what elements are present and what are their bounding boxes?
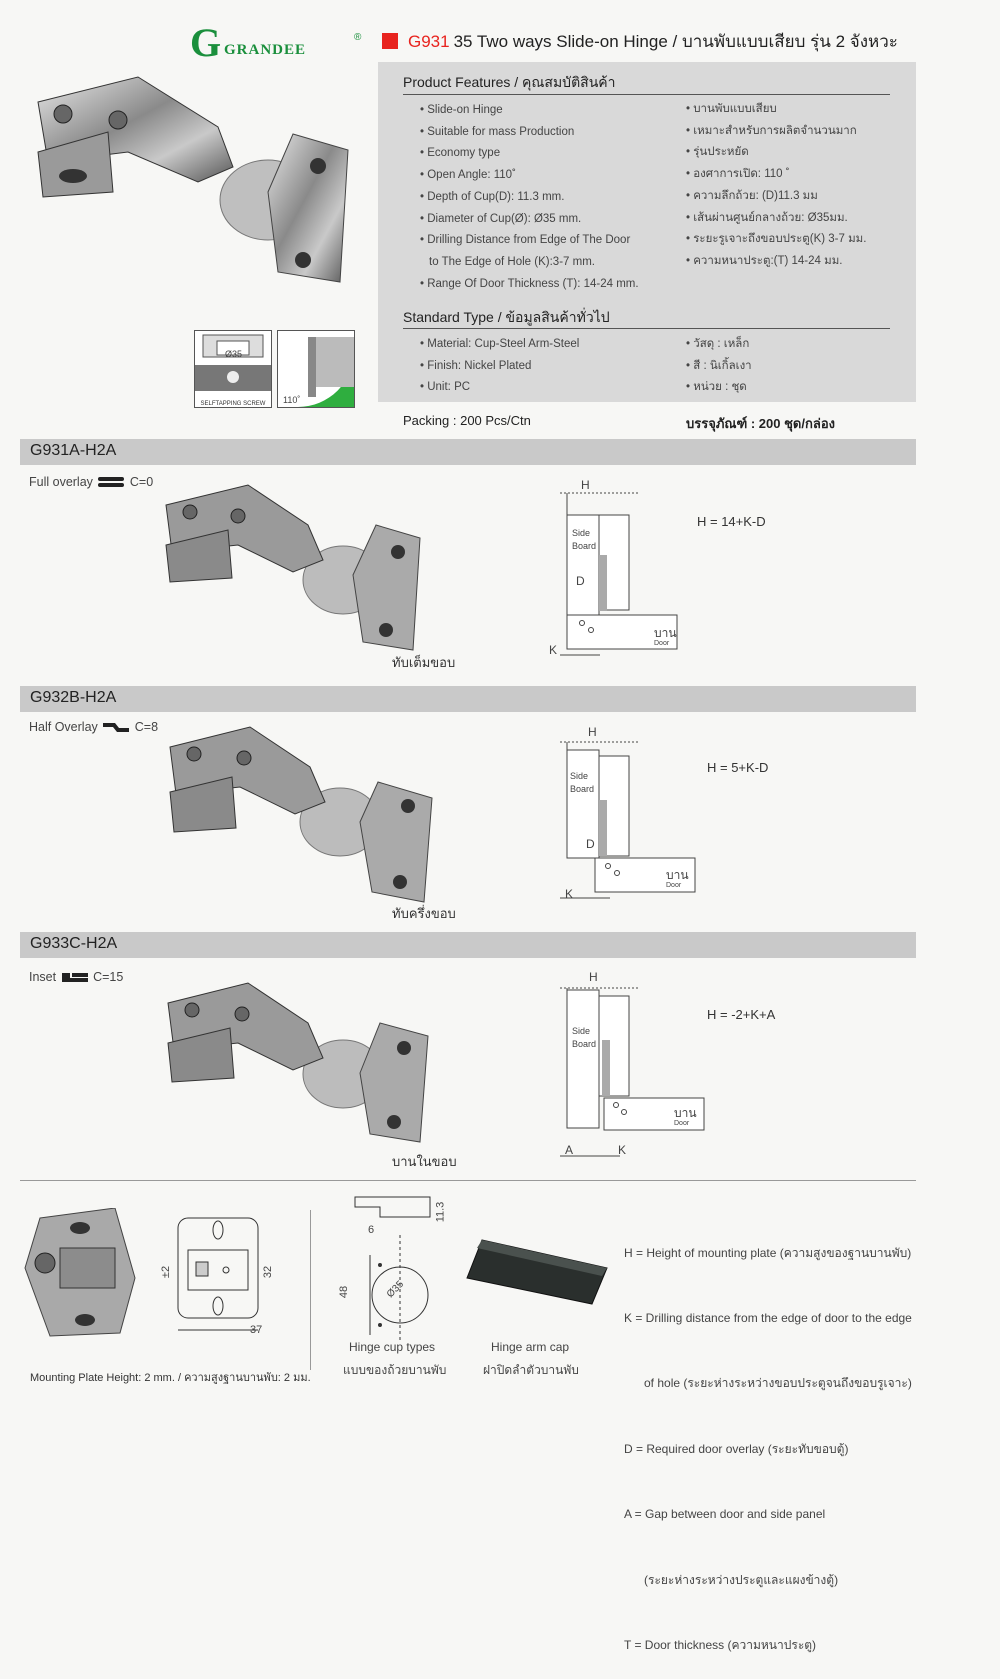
hinge-caption: บานในขอบ (392, 1154, 457, 1169)
registered-mark: ® (354, 32, 362, 43)
plate-dim-37: 37 (250, 1324, 263, 1336)
inset-icon (62, 970, 88, 984)
cup-dim-6: 6 (368, 1224, 375, 1236)
side-board-label: Side (570, 771, 589, 781)
diagram-label-d: D (586, 837, 595, 851)
cap-caption-en: Hinge arm cap (491, 1340, 570, 1354)
feature-en-item: • Suitable for mass Production (420, 122, 639, 144)
feature-th-item: • เหมาะสำหรับการผลิตจำนวนมาก (686, 121, 866, 143)
screw-label: SELFTAPPING SCREW (200, 401, 266, 407)
height-formula: H = 5+K-D (707, 760, 769, 775)
angle-label: 110˚ (283, 395, 301, 405)
feature-en-item: • Economy type (420, 143, 639, 165)
features-title: Product Features / คุณสมบัติสินค้า (403, 74, 616, 90)
feature-th-item: • ความหนาประตู:(T) 14-24 มม. (686, 251, 866, 273)
bottom-separator (310, 1210, 311, 1370)
door-label-th: บาน (654, 626, 677, 640)
legend-item: T = Door thickness (ความหนาประตู) (624, 1637, 817, 1652)
door-label-en: Door (674, 1120, 690, 1127)
hinge-image (158, 978, 438, 1154)
door-label-en: Door (666, 882, 682, 889)
feature-th-item: • ระยะรูเจาะถึงขอบประตู(K) 3-7 มม. (686, 229, 866, 251)
cup-screw-icon (195, 331, 271, 391)
model-header-bar (20, 686, 916, 712)
feature-en-item: • Drilling Distance from Edge of The Door (420, 230, 639, 252)
half-overlay-icon (103, 720, 129, 734)
feature-en-item-continued: to The Edge of Hole (K):3-7 mm. (429, 255, 595, 268)
diagram-label-h: H (581, 478, 590, 492)
features-divider (403, 94, 890, 95)
feature-en-item: • Diameter of Cup(Ø): Ø35 mm. (420, 209, 639, 231)
plate-dim-32: 32 (262, 1265, 275, 1279)
cap-caption-th: ฝาปิดลำตัวบานพับ (483, 1363, 579, 1377)
legend-item: (ระยะห่างระหว่างประตูและแผงข้างตู้) (624, 1572, 839, 1587)
hinge-arm-cap-image (462, 1238, 612, 1308)
cup-caption-th: แบบของถ้วยบานพับ (343, 1363, 447, 1377)
standard-th-item: • หน่วย : ชุด (686, 377, 752, 399)
overlay-type: Half Overlay (29, 720, 98, 734)
c-value: C=8 (134, 720, 159, 734)
standard-en-item: • Material: Cup-Steel Arm-Steel (420, 334, 579, 356)
legend-item: H = Height of mounting plate (ความสูงของฐานบานพับ) (624, 1245, 912, 1260)
c-value: C=0 (129, 475, 154, 489)
diagram-label-h: H (588, 725, 597, 739)
door-label-th: บาน (674, 1106, 697, 1120)
page-title (382, 28, 898, 55)
side-board-label: Board (570, 784, 595, 794)
standard-th-item: • สี : นิเกิ้ลเงา (686, 356, 752, 378)
door-label-th: บาน (666, 868, 689, 882)
brand-logo-letter: G (190, 20, 222, 65)
feature-en-item: • Range Of Door Thickness (T): 14-24 mm. (420, 274, 639, 296)
feature-en-item: • Open Angle: 110˚ (420, 165, 639, 187)
model-code: G931A-H2A (30, 442, 117, 459)
mounting-plate-note: Mounting Plate Height: 2 mm. / ความสูงฐานบานพับ: 2 มม. (30, 1372, 311, 1384)
brand-logo-name: GRANDEE (224, 42, 307, 58)
side-board-label: Side (572, 528, 591, 538)
standard-en-list (420, 334, 579, 399)
full-overlay-icon (98, 475, 124, 489)
open-angle-icon (277, 330, 355, 408)
side-board-label: Board (572, 1039, 597, 1049)
features-th-list (686, 99, 866, 273)
cup-caption-en: Hinge cup types (349, 1340, 436, 1354)
diagram-label-k: K (549, 643, 558, 657)
bottom-divider (20, 1180, 916, 1181)
installation-diagram (540, 980, 710, 1160)
side-board-label: Board (572, 541, 597, 551)
hinge-caption: ทับเต็มขอบ (392, 655, 456, 670)
hinge-main-image (18, 72, 358, 308)
plate-dim-2: ±2 (160, 1265, 173, 1279)
overlay-type: Inset (29, 970, 57, 984)
standard-th-list (686, 334, 752, 399)
cup-dim-35: Ø35 (384, 1278, 407, 1301)
standard-en-item: • Unit: PC (420, 377, 579, 399)
title-model-code: G931 (408, 32, 450, 51)
feature-th-item: • บานพับแบบเสียบ (686, 99, 866, 121)
mounting-plate-image (20, 1208, 140, 1338)
title-text: 35 Two ways Slide-on Hinge / บานพับแบบเสียบ รุ่น 2 จังหวะ (453, 32, 898, 51)
features-en-list (420, 100, 639, 295)
legend-item: of hole (ระยะห่างระหว่างขอบประตูจนถึงขอบรูเจาะ) (624, 1376, 912, 1391)
diagram-label-a: A (565, 1143, 574, 1157)
standard-th-item: • วัสดุ : เหล็ก (686, 334, 752, 356)
feature-th-item: • องศาการเปิด: 110 ˚ (686, 164, 866, 186)
hinge-caption: ทับครึ่งขอบ (392, 906, 456, 921)
standard-divider (403, 328, 890, 329)
packing-en: Packing : 200 Pcs/Ctn (403, 413, 531, 428)
abbreviation-legend (624, 1199, 912, 1679)
overlay-label (29, 970, 123, 984)
overlay-type: Full overlay (29, 475, 93, 489)
self-tapping-screw-icon (194, 330, 272, 408)
feature-th-item: • เส้นผ่านศูนย์กลางถ้วย: Ø35มม. (686, 208, 866, 230)
cup-diameter-label: Ø35 (225, 349, 243, 359)
model-header-bar (20, 439, 916, 465)
red-square-icon (382, 33, 398, 49)
legend-item: K = Drilling distance from the edge of door to the edge (624, 1310, 912, 1325)
cup-dim-48: 48 (338, 1285, 351, 1299)
legend-item: D = Required door overlay (ระยะทับขอบตู้) (624, 1441, 849, 1456)
hinge-image (158, 480, 428, 665)
model-header-bar (20, 932, 916, 958)
legend-item: A = Gap between door and side panel (624, 1507, 826, 1522)
standard-en-item: • Finish: Nickel Plated (420, 356, 579, 378)
standard-title: Standard Type / ข้อมูลสินค้าทั่วไป (403, 309, 610, 325)
c-value: C=15 (93, 970, 124, 984)
brand-logo (190, 20, 370, 65)
cup-dim-11-3: 11.3 (434, 1201, 447, 1223)
feature-th-item: • รุ่นประหยัด (686, 142, 866, 164)
diagram-label-k: K (565, 887, 574, 901)
height-formula: H = 14+K-D (697, 514, 766, 529)
door-label-en: Door (654, 640, 670, 647)
diagram-label-d: D (576, 574, 585, 588)
overlay-label (29, 720, 158, 734)
feature-en-item: • Slide-on Hinge (420, 100, 639, 122)
diagram-label-h: H (589, 970, 598, 984)
packing-th: บรรจุภัณฑ์ : 200 ชุด/กล่อง (686, 416, 835, 431)
overlay-label (29, 475, 153, 489)
height-formula: H = -2+K+A (707, 1007, 776, 1022)
model-code: G933C-H2A (30, 935, 118, 952)
side-board-label: Side (572, 1026, 591, 1036)
hinge-image (160, 722, 440, 912)
feature-th-item: • ความลึกถ้วย: (D)11.3 มม (686, 186, 866, 208)
feature-en-item: • Depth of Cup(D): 11.3 mm. (420, 187, 639, 209)
diagram-label-k: K (618, 1143, 627, 1157)
model-code: G932B-H2A (30, 689, 117, 706)
